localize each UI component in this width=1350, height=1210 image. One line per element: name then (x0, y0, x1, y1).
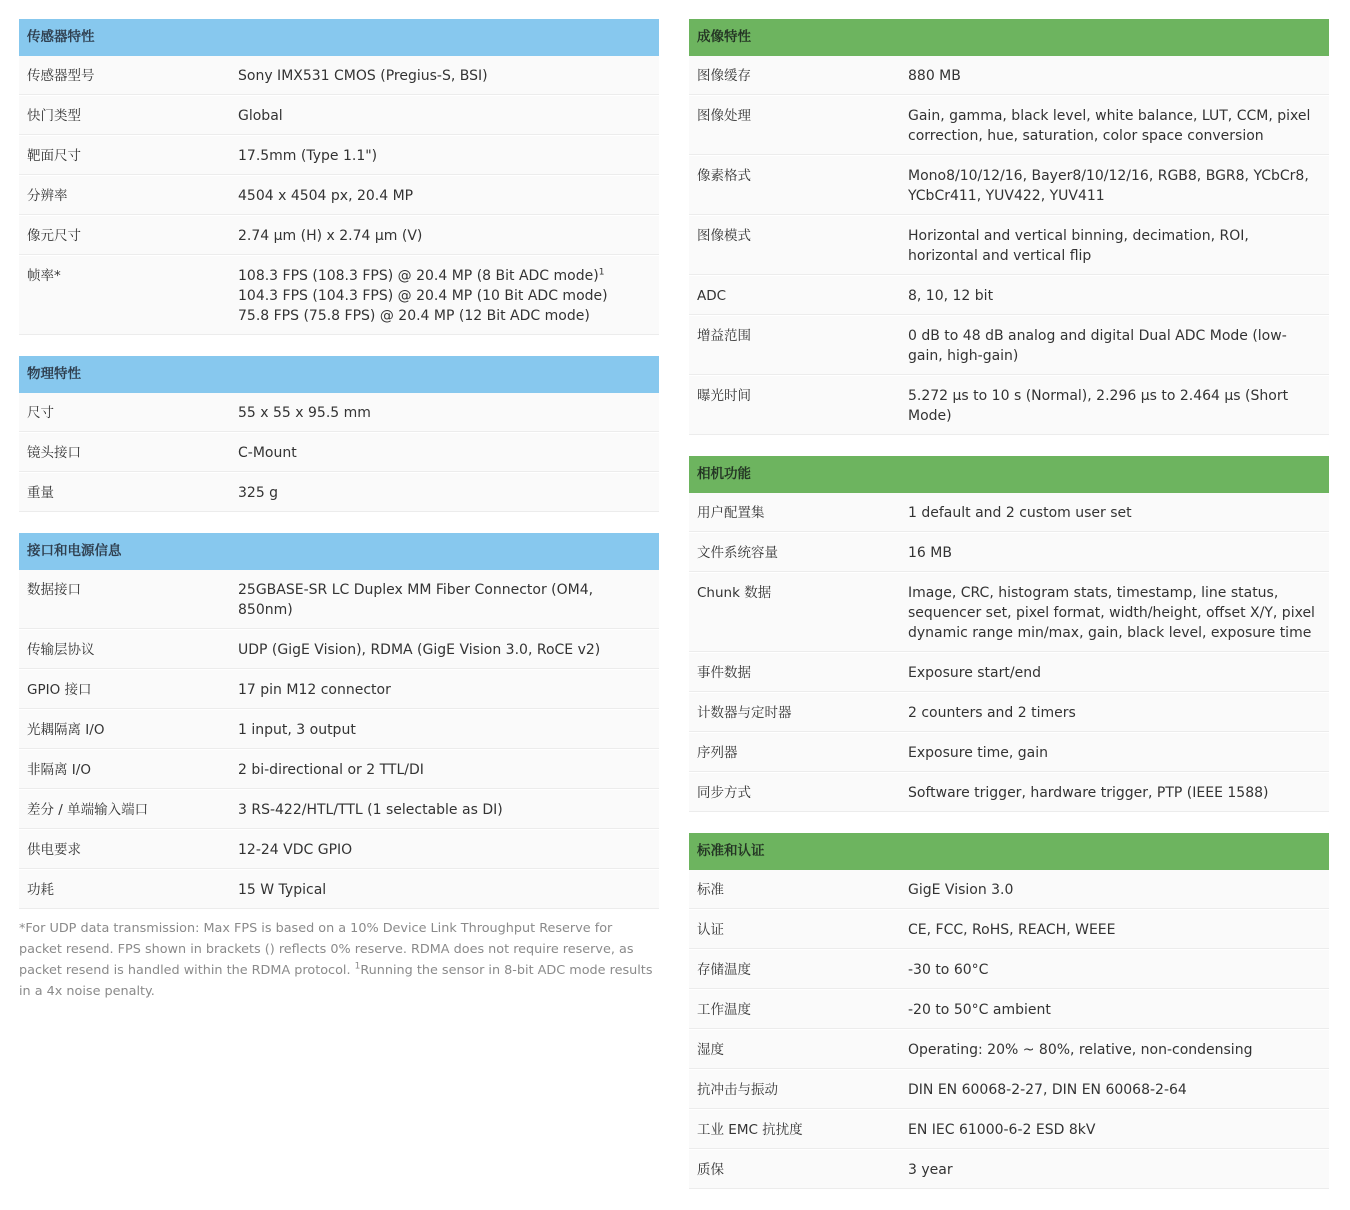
spec-value: Mono8/10/12/16, Bayer8/10/12/16, RGB8, BGR8, YCbCr8, YCbCr411, YUV422, YUV411 (908, 168, 1309, 204)
spec-row (689, 533, 1329, 573)
spec-value: 0 dB to 48 dB analog and digital Dual ADC Mode (low-gain, high-gain) (908, 328, 1287, 364)
standards-rows (689, 870, 1329, 1190)
imaging-section-header: 成像特性 (689, 19, 1329, 56)
spec-key: 传感器型号 (27, 68, 95, 84)
spec-value: Operating: 20% ~ 80%, relative, non-condensing (908, 1042, 1253, 1058)
imaging-section (689, 19, 1329, 436)
spec-value: -20 to 50°C ambient (908, 1002, 1051, 1018)
camera-section-header: 相机功能 (689, 456, 1329, 493)
spec-key: 分辨率 (27, 188, 68, 204)
spec-key: 供电要求 (27, 842, 81, 858)
spec-row (689, 276, 1329, 316)
sensor-section (19, 19, 659, 336)
spec-key: 标准 (697, 882, 724, 898)
spec-key: 图像模式 (697, 228, 751, 244)
spec-key: 功耗 (27, 882, 54, 898)
fps-line: 104.3 FPS (104.3 FPS) @ 20.4 MP (10 Bit ADC mode) (238, 288, 608, 304)
spec-key: 质保 (697, 1162, 724, 1178)
spec-value: 325 g (238, 485, 279, 501)
spec-row (19, 630, 659, 670)
camera-rows (689, 493, 1329, 813)
spec-row (19, 393, 659, 433)
fps-line: 75.8 FPS (75.8 FPS) @ 20.4 MP (12 Bit ADC mode) (238, 308, 590, 324)
spec-value: 8, 10, 12 bit (908, 288, 994, 304)
spec-value: 4504 x 4504 px, 20.4 MP (238, 188, 414, 204)
camera-section (689, 456, 1329, 813)
spec-value: EN IEC 61000-6-2 ESD 8kV (908, 1122, 1096, 1138)
spec-value: Exposure time, gain (908, 745, 1049, 761)
spec-value: 17.5mm (Type 1.1") (238, 148, 378, 164)
spec-value: UDP (GigE Vision), RDMA (GigE Vision 3.0, RoCE v2) (238, 642, 601, 658)
sensor-section-header: 传感器特性 (19, 19, 659, 56)
spec-value: 3 year (908, 1162, 953, 1178)
spec-row (689, 376, 1329, 436)
spec-row (19, 710, 659, 750)
spec-value: 16 MB (908, 545, 952, 561)
spec-row (689, 1070, 1329, 1110)
spec-row (689, 1150, 1329, 1190)
spec-value: 2.74 µm (H) x 2.74 µm (V) (238, 228, 423, 244)
spec-value: 2 bi-directional or 2 TTL/DI (238, 762, 424, 778)
spec-key: 光耦隔离 I/O (27, 722, 105, 738)
footnote-marker: 1 (598, 267, 605, 278)
spec-key: 序列器 (697, 745, 738, 761)
spec-row (19, 670, 659, 710)
spec-key: 工作温度 (697, 1002, 751, 1018)
spec-value: 880 MB (908, 68, 961, 84)
spec-row (19, 96, 659, 136)
spec-row (19, 830, 659, 870)
spec-value: 25GBASE-SR LC Duplex MM Fiber Connector (OM4, 850nm) (238, 582, 594, 618)
spec-key: 数据接口 (27, 582, 81, 598)
spec-row (19, 870, 659, 910)
spec-row (689, 316, 1329, 376)
spec-row (689, 910, 1329, 950)
physical-section (19, 356, 659, 513)
spec-row (689, 493, 1329, 533)
spec-row (689, 773, 1329, 813)
spec-key: 帧率* (27, 268, 61, 284)
spec-value: 15 W Typical (238, 882, 327, 898)
spec-row (689, 653, 1329, 693)
spec-row (19, 136, 659, 176)
spec-value: 12-24 VDC GPIO (238, 842, 353, 858)
footnote-marker: 1 (354, 961, 361, 972)
spec-value: 55 x 55 x 95.5 mm (238, 405, 371, 421)
spec-row (19, 790, 659, 830)
spec-key: 存储温度 (697, 962, 751, 978)
interface-rows (19, 570, 659, 910)
spec-value: Gain, gamma, black level, white balance, LUT, CCM, pixel correction, hue, saturation, color space conversion (908, 108, 1311, 144)
imaging-rows (689, 56, 1329, 436)
spec-key: GPIO 接口 (27, 682, 92, 698)
spec-row (689, 573, 1329, 653)
spec-key: 传输层协议 (27, 642, 95, 658)
footnote: *For UDP data transmission: Max FPS is based on a 10% Device Link Throughput Reserve for packet resend. FPS shown in brackets () reflects 0% reserve. RDMA does not require reserve, as packet resend is handled within the RDMA protocol. $^1$Running the sensor in 8-bit ADC mode results in a 4x noise penalty. (19, 921, 653, 999)
spec-key: 抗冲击与振动 (697, 1082, 778, 1098)
spec-row (19, 570, 659, 630)
spec-row (19, 750, 659, 790)
spec-row (19, 433, 659, 473)
sensor-rows (19, 56, 659, 256)
left-column (19, 19, 659, 1002)
spec-value: Exposure start/end (908, 665, 1041, 681)
standards-section-header: 标准和认证 (689, 833, 1329, 870)
spec-key: 图像处理 (697, 108, 751, 124)
right-column (689, 19, 1329, 1210)
spec-row (689, 870, 1329, 910)
spec-value (238, 256, 659, 335)
spec-key: 非隔离 I/O (27, 762, 91, 778)
spec-value: Software trigger, hardware trigger, PTP (IEEE 1588) (908, 785, 1269, 801)
standards-section (689, 833, 1329, 1190)
spec-row (689, 56, 1329, 96)
spec-row-frame-rate (19, 256, 659, 336)
spec-key: 图像缓存 (697, 68, 751, 84)
spec-key: 曝光时间 (697, 388, 751, 404)
spec-key: Chunk 数据 (697, 585, 772, 601)
fps-line: 108.3 FPS (108.3 FPS) @ 20.4 MP (8 Bit ADC mode)$^1$ (238, 267, 605, 284)
spec-key: ADC (697, 288, 727, 304)
physical-section-header: 物理特性 (19, 356, 659, 393)
spec-key: 文件系统容量 (697, 545, 778, 561)
spec-key: 差分 / 单端输入端口 (27, 802, 149, 818)
spec-value: 5.272 µs to 10 s (Normal), 2.296 µs to 2.464 µs (Short Mode) (908, 388, 1289, 424)
interface-section-header: 接口和电源信息 (19, 533, 659, 570)
spec-value: Horizontal and vertical binning, decimation, ROI, horizontal and vertical flip (908, 228, 1249, 264)
spec-row (689, 216, 1329, 276)
spec-value: GigE Vision 3.0 (908, 882, 1014, 898)
interface-section (19, 533, 659, 910)
spec-key: 事件数据 (697, 665, 751, 681)
spec-row (689, 990, 1329, 1030)
spec-key: 增益范围 (697, 328, 751, 344)
spec-value: 1 default and 2 custom user set (908, 505, 1132, 521)
spec-key: 计数器与定时器 (697, 705, 792, 721)
spec-key: 湿度 (697, 1042, 724, 1058)
spec-key: 像元尺寸 (27, 228, 81, 244)
spec-row (689, 1030, 1329, 1070)
spec-key: 靶面尺寸 (27, 148, 81, 164)
spec-row (19, 56, 659, 96)
spec-value: 1 input, 3 output (238, 722, 356, 738)
spec-value: Sony IMX531 CMOS (Pregius-S, BSI) (238, 68, 488, 84)
spec-value: 17 pin M12 connector (238, 682, 391, 698)
spec-row (689, 950, 1329, 990)
physical-rows (19, 393, 659, 513)
spec-key: 工业 EMC 抗扰度 (697, 1122, 803, 1138)
spec-key: 尺寸 (27, 405, 54, 421)
spec-key: 像素格式 (697, 168, 751, 184)
spec-row (19, 176, 659, 216)
spec-key: 同步方式 (697, 785, 751, 801)
spec-value: Global (238, 108, 283, 124)
spec-value: Image, CRC, histogram stats, timestamp, line status, sequencer set, pixel format, width/height, offset X/Y, pixel dynamic range min/max, gain, black level, exposure time (908, 585, 1315, 641)
spec-row (19, 473, 659, 513)
spec-row (689, 156, 1329, 216)
spec-key: 认证 (697, 922, 724, 938)
spec-key: 快门类型 (27, 108, 81, 124)
spec-key: 重量 (27, 485, 54, 501)
spec-value: -30 to 60°C (908, 962, 989, 978)
spec-value: CE, FCC, RoHS, REACH, WEEE (908, 922, 1116, 938)
spec-row (19, 216, 659, 256)
spec-key: 用户配置集 (697, 505, 765, 521)
spec-value: C-Mount (238, 445, 297, 461)
spec-key: 镜头接口 (27, 445, 81, 461)
spec-row (689, 96, 1329, 156)
spec-row (689, 733, 1329, 773)
spec-row (689, 1110, 1329, 1150)
spec-value: 2 counters and 2 timers (908, 705, 1076, 721)
spec-value: DIN EN 60068-2-27, DIN EN 60068-2-64 (908, 1082, 1187, 1098)
spec-row (689, 693, 1329, 733)
spec-value: 3 RS-422/HTL/TTL (1 selectable as DI) (238, 802, 503, 818)
